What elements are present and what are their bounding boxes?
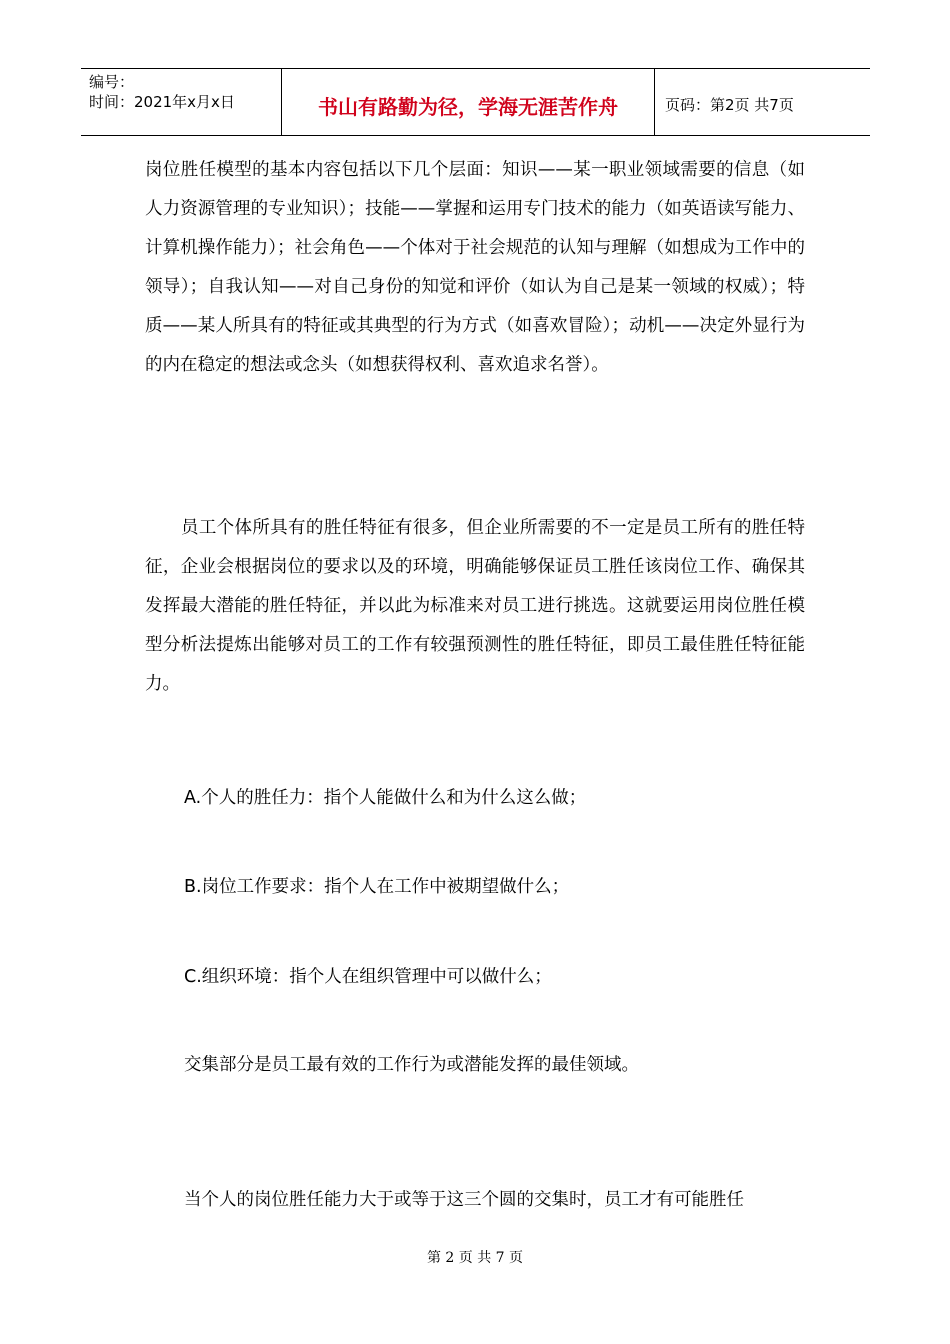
intersection-text: 交集部分是员工最有效的工作行为或潜能发挥的最佳领域。	[184, 1055, 639, 1075]
list-item-a: A.个人的胜任力：指个人能做什么和为什么这么做；	[184, 788, 587, 808]
paragraph-competency-layers: 岗位胜任模型的基本内容包括以下几个层面：知识——某一职业领域需要的信息（如人力资源管理的专业知识）；技能——掌握和运用专门技术的能力（如英语读写能力、计算机操作能力）；社会角色——个体对于社会规范的认知与理解（如想成为工作中的领导）；自我认知——对自己身份的知觉和评价（如认为自己是某一领域的权威）；特质——某人所具有的特征或其典型的行为方式（如喜欢冒险）；动机——决定外显行为的内在稳定的想法或念头（如想获得权利、喜欢追求名誉）。	[145, 160, 805, 375]
number-label: 编号：	[89, 73, 135, 91]
list-item-b: B.岗位工作要求：指个人在工作中被期望做什么；	[184, 877, 570, 897]
last-line-text: 当个人的岗位胜任能力大于或等于这三个圆的交集时，员工才有可能胜任	[184, 1190, 744, 1210]
header-motto: 书山有路勤为径，学海无涯苦作舟	[282, 69, 655, 135]
page-header	[81, 68, 870, 136]
page-footer: 第 2 页 共 7 页	[426, 1250, 524, 1266]
list-item-c: C.组织环境：指个人在组织管理中可以做什么；	[184, 967, 552, 987]
paragraph-competency-selection: 员工个体所具有的胜任特征有很多，但企业所需要的不一定是员工所有的胜任特征，企业会根据岗位的要求以及的环境，明确能够保证员工胜任该岗位工作、确保其发挥最大潜能的胜任特征，并以此为标准来对员工进行挑选。这就要运用岗位胜任模型分析法提炼出能够对员工的工作有较强预测性的胜任特征，即员工最佳胜任特征能力。	[145, 518, 805, 694]
header-page-info: 页码：第2页 共7页	[665, 95, 794, 114]
date-label: 时间：2021年x月x日	[89, 93, 235, 111]
header-meta	[81, 69, 282, 135]
